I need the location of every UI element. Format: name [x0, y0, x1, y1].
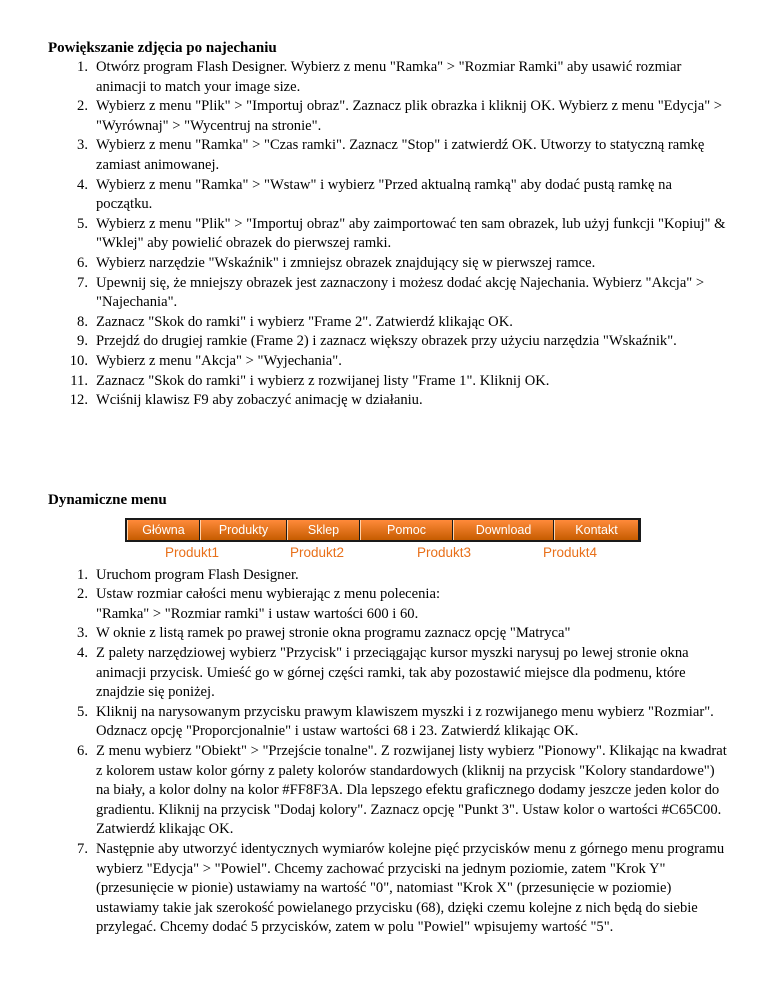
- step-number: 3.: [77, 625, 88, 642]
- menu-button-download: Download: [453, 520, 553, 540]
- submenu-item: Produkt1: [165, 544, 220, 560]
- submenu-item: Produkt2: [290, 544, 345, 560]
- step-number: 6.: [77, 743, 88, 760]
- menu-button-kontakt: Kontakt: [554, 520, 638, 540]
- list-item: [48, 274, 728, 313]
- list-item: [48, 585, 728, 624]
- step-number: 5.: [77, 215, 88, 232]
- step-text: Zaznacz "Skok do ramki" i wybierz "Frame 2". Zatwierdź klikając OK.: [96, 313, 513, 330]
- step-number: 1.: [77, 59, 88, 75]
- menu-button-produkty: Produkty: [200, 520, 286, 540]
- step-text: Upewnij się, że mniejszy obrazek jest zaznaczony i możesz dodać akcję Najechania. Wybierz "Akcja" > "Najechania".: [96, 274, 705, 311]
- section-title: Powiększanie zdjęcia po najechaniu: [48, 40, 277, 56]
- step-text: Ustaw rozmiar całości menu wybierając z menu polecenia:: [96, 586, 441, 603]
- list-item: [48, 254, 728, 274]
- list-item: [48, 372, 728, 392]
- list-item: [48, 176, 728, 215]
- list-item: [48, 352, 728, 372]
- step-text: Otwórz program Flash Designer. Wybierz z menu "Ramka" > "Rozmiar Ramki" aby usawić rozmiar animacji to match your image size.: [96, 59, 682, 95]
- list-item: [48, 624, 728, 644]
- list-item: [48, 58, 728, 97]
- menu-bar: [125, 518, 641, 542]
- step-text: W oknie z listą ramek po prawej stronie okna programu zaznacz opcję "Matryca": [96, 625, 571, 642]
- list-item: [48, 742, 728, 840]
- list-item: [48, 313, 728, 333]
- list-item: [48, 644, 728, 703]
- step-text: Wybierz z menu "Plik" > "Importuj obraz". Zaznacz plik obrazka i kliknij OK. Wybierz z menu "Edycja" > "Wyrównaj" > "Wycentruj na stronie".: [96, 98, 723, 134]
- submenu: [125, 545, 641, 563]
- menu-button-sklep: Sklep: [287, 520, 359, 540]
- step-number: 12.: [69, 392, 88, 409]
- step-text: Kliknij na narysowanym przycisku prawym klawiszem myszki i z rozwijanego menu wybierz "Rozmiar".: [96, 703, 714, 720]
- step-text: Wybierz z menu "Akcja" > "Wyjechania".: [96, 352, 342, 369]
- submenu-item: Produkt4: [543, 544, 598, 560]
- list-item: [48, 332, 728, 352]
- step-number: 6.: [77, 254, 88, 271]
- step-number: 4.: [77, 176, 88, 193]
- step-number: 8.: [77, 313, 88, 330]
- submenu-item: Produkt3: [417, 544, 472, 560]
- steps-list: [48, 566, 728, 938]
- section-dynamic-menu: [48, 490, 728, 938]
- list-item: [48, 391, 728, 411]
- section-spacer: [48, 411, 728, 490]
- step-number: 7.: [77, 274, 88, 291]
- step-number: 11.: [70, 372, 88, 389]
- step-text-extra: "Ramka" > "Rozmiar ramki" i ustaw wartości 600 i 60.: [96, 605, 419, 622]
- menu-button-glowna: Główna: [127, 520, 199, 540]
- step-text: Wciśnij klawisz F9 aby zobaczyć animację w działaniu.: [96, 392, 423, 409]
- step-text: Następnie aby utworzyć identycznych wymiarów kolejne pięć przycisków menu z górnego menu programu wybierz "Edycja" > "Powiel". Chcemy zachować przyciski na jednym poziomie, zatem "Krok Y" (przesunięcie w pionie) ustawiamy na wartość "0", natomiast "Krok X" (przesunięcie w poziomie) ustawiamy takie jak szerokość powielanego przycisku (68), dzięki czemu kolejne z nich będą do siebie przylegać. Chcemy dodać 5 przycisków, zatem w polu "Powiel" wpisujemy wartość "5".: [96, 841, 725, 936]
- step-text: Wybierz z menu "Plik" > "Importuj obraz" aby zaimportować ten sam obrazek, lub użyj funkcji "Kopiuj" & "Wklej" aby powielić obrazek do pierwszej ramki.: [96, 215, 726, 252]
- step-number: 2.: [77, 586, 88, 603]
- section-title: Dynamiczne menu: [48, 491, 167, 508]
- step-number: 2.: [77, 98, 88, 115]
- menu-button-pomoc: Pomoc: [360, 520, 452, 540]
- list-item: [48, 97, 728, 136]
- list-item: [48, 566, 728, 586]
- step-number: 10.: [69, 352, 88, 369]
- step-number: 3.: [77, 137, 88, 154]
- document-page: [48, 38, 728, 938]
- step-text-extra: Odznacz opcję "Proporcjonalnie" i ustaw wartości 68 i 23. Zatwierdź klikając OK.: [96, 723, 579, 740]
- list-item: [48, 136, 728, 175]
- step-text: Z menu wybierz "Obiekt" > "Przejście tonalne". Z rozwijanej listy wybierz "Pionowy". Klikając na kwadrat z kolorem ustaw kolor górny z palety kolorów standardowych (kliknij na przycisk "Kolory standardowe") na biały, a kolor dolny na kolor #FF8F3A. Dla lepszego efektu graficznego dodamy jeszcze jeden kolor do gradientu. Kliknij na przycisk "Dodaj kolory". Zaznacz opcję "Punkt 3". Ustaw kolor o wartości #C65C00. Zatwierdź klikając OK.: [96, 743, 727, 838]
- step-number: 5.: [77, 703, 88, 720]
- step-number: 4.: [77, 645, 88, 662]
- step-text: Wybierz z menu "Ramka" > "Wstaw" i wybierz "Przed aktualną ramką" aby dodać pustą ramkę na początku.: [96, 176, 672, 213]
- step-number: 7.: [77, 841, 88, 857]
- list-item: [48, 703, 728, 742]
- list-item: [48, 840, 728, 938]
- step-text: Wybierz narzędzie "Wskaźnik" i zmniejsz obrazek znajdujący się w pierwszej ramce.: [96, 254, 596, 271]
- list-item: [48, 215, 728, 254]
- menu-example-image: [125, 518, 641, 564]
- steps-list: [48, 58, 728, 411]
- step-number: 1.: [77, 566, 88, 583]
- step-text: Uruchom program Flash Designer.: [96, 566, 299, 583]
- step-text: Przejdź do drugiej ramkie (Frame 2) i zaznacz większy obrazek przy użyciu narzędzia "Wskaźnik".: [96, 333, 677, 350]
- step-number: 9.: [77, 333, 88, 350]
- step-text: Z palety narzędziowej wybierz "Przycisk" i przeciągając kursor myszki narysuj po lewej stronie okna animacji przycisk. Umieść go w górnej części ramki, tak aby pozostawić miejsce dla podmenu, które znajdzie się poniżej.: [96, 645, 689, 701]
- step-text: Zaznacz "Skok do ramki" i wybierz z rozwijanej listy "Frame 1". Kliknij OK.: [96, 372, 550, 389]
- step-text: Wybierz z menu "Ramka" > "Czas ramki". Zaznacz "Stop" i zatwierdź OK. Utworzy to statyczną ramkę zamiast animowanej.: [96, 137, 705, 173]
